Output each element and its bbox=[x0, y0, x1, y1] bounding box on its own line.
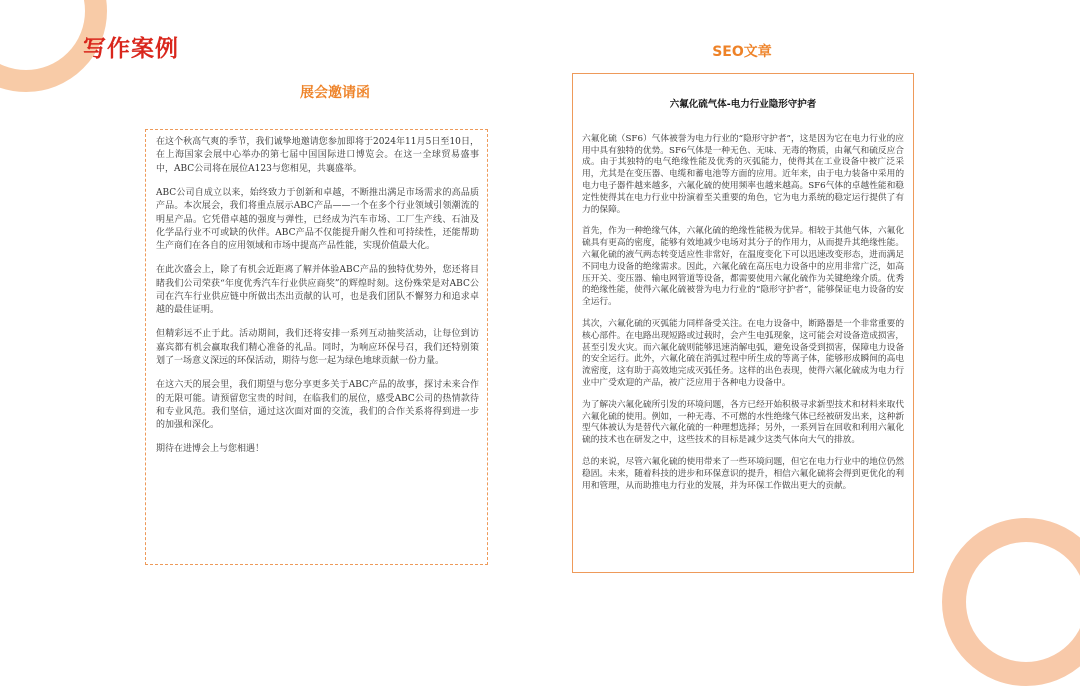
article-paragraph: 总的来说，尽管六氟化硫的使用带来了一些环境问题，但它在电力行业中的地位仍然稳固。未来，随着科技的进步和环保意识的提升，相信六氟化硫将会得到更优化的利用和管理，从而助推电力行业的发展，并为环保工作做出更大的贡献。 bbox=[582, 456, 904, 491]
invitation-paragraph: 在此次盛会上，除了有机会近距离了解并体验ABC产品的独特优势外，您还将目睹我们公司荣获“年度优秀汽车行业供应商奖”的辉煌时刻。这份殊荣是对ABC公司在汽车行业供应链中所做出杰出贡献的认可，也是我们团队不懈努力和追求卓越的最佳证明。 bbox=[156, 265, 479, 316]
seo-article-heading: SEO文章 bbox=[712, 44, 772, 60]
page-title: 写作案例 bbox=[83, 36, 179, 62]
invitation-heading: 展会邀请函 bbox=[300, 85, 370, 101]
decorative-ring-bottom-right bbox=[942, 518, 1080, 686]
seo-article-box bbox=[572, 73, 914, 573]
article-paragraph: 为了解决六氟化硫所引发的环境问题，各方已经开始积极寻求新型技术和材料来取代六氟化硫的使用。例如，一种无毒、不可燃的水性绝缘气体已经被研发出来，这种新型气体被认为是替代六氟化硫的一种理想选择；另外，一系列旨在回收和利用六氟化硫的技术也在研发之中，这些技术的目标是减少这类气体向大气的排放。 bbox=[582, 399, 904, 446]
invitation-paragraph: 在这六天的展会里，我们期望与您分享更多关于ABC产品的故事，探讨未来合作的无限可能。请预留您宝贵的时间，在临我们的展位，感受ABC公司的热情款待和专业风范。我们坚信，通过这次面对面的交流，我们的合作关系将得到进一步的加强和深化。 bbox=[156, 380, 479, 431]
invitation-paragraph: ABC公司自成立以来，始终致力于创新和卓越，不断推出满足市场需求的高品质产品。本次展会，我们将重点展示ABC产品——一个在多个行业领域引领潮流的明星产品。它凭借卓越的强度与弹性，已经成为汽车市场、工厂生产线、石油及化学品行业不可或缺的伙伴。ABC产品不仅能提升耐久性和可持续性，还能帮助生产商们在各自的应用领域和市场中提高产品性能，实现价值最大化。 bbox=[156, 187, 479, 252]
invitation-closing: 期待在进博会上与您相遇！ bbox=[156, 444, 265, 455]
article-paragraph: 首先，作为一种绝缘气体，六氟化硫的绝缘性能极为优异。相较于其他气体，六氟化硫具有更高的密度，能够有效地减少电场对其分子的作用力，从而提升其绝缘性能。六氟化硫的液气两态转变适应性非常好，在温度变化下可以迅速改变形态，进而满足不同电力设备的绝缘需求。因此，六氟化硫在高压电力设备中的应用非常广泛，如高压开关、变压器、输电网管道等设备，都需要使用六氟化硫作为关键绝缘介质。优秀的绝缘性能，使得六氟化硫被誉为电力行业的“隐形守护者”，能够保证电力设备的安全运行。 bbox=[582, 226, 904, 308]
invitation-letter-box bbox=[145, 129, 488, 565]
invitation-paragraph: 但精彩远不止于此。活动期间，我们还将安排一系列互动抽奖活动，让每位到访嘉宾都有机会赢取我们精心准备的礼品。同时，为响应环保号召，我们还特别策划了一场意义深远的环保活动，期待与您一起为绿色地球贡献一份力量。 bbox=[156, 329, 479, 367]
article-title: 六氟化硫气体-电力行业隐形守护者 bbox=[669, 99, 817, 110]
article-paragraph: 其次，六氟化硫的灭弧能力同样备受关注。在电力设备中，断路器是一个非常重要的核心部件。在电路出现短路或过载时，会产生电弧现象，这可能会对设备造成损害，甚至引发火灾。而六氟化硫则能够迅速消解电弧，避免设备受到损害，保障电力设备的安全运行。此外，六氟化硫在消弧过程中所生成的等离子体，能够形成瞬间的高电流密度，这有助于高效地完成灭弧任务。这样的出色表现，使得六氟化硫成为电力行业中广受欢迎的产品，被广泛应用于各种电力设备中。 bbox=[582, 318, 904, 388]
article-paragraph: 六氟化硫（SF6）气体被誉为电力行业的“隐形守护者”，这是因为它在电力行业的应用中具有独特的优势。SF6气体是一种无色、无味、无毒的物质，由氟气和硫反应合成。由于其独特的电气绝缘性能及优秀的灭弧能力，使得其在工业设备中被广泛采用，尤其是在变压器、电缆和蓄电池等方面的应用。近年来，由于电力装备中采用的电力电子器件越来越多，六氟化硫的使用频率也越来越高。SF6气体的卓越性能和稳定性使得其在电力行业中扮演着至关重要的角色，它为电力系统的稳定运行提供了有力的保障。 bbox=[582, 133, 904, 215]
invitation-paragraph: 在这个秋高气爽的季节，我们诚挚地邀请您参加即将于2024年11月5日至10日，在上海国家会展中心举办的第七届中国国际进口博览会。在这一全球贸易盛事中，ABC公司将在展位A123与您相见，共襄盛举。 bbox=[156, 137, 479, 174]
